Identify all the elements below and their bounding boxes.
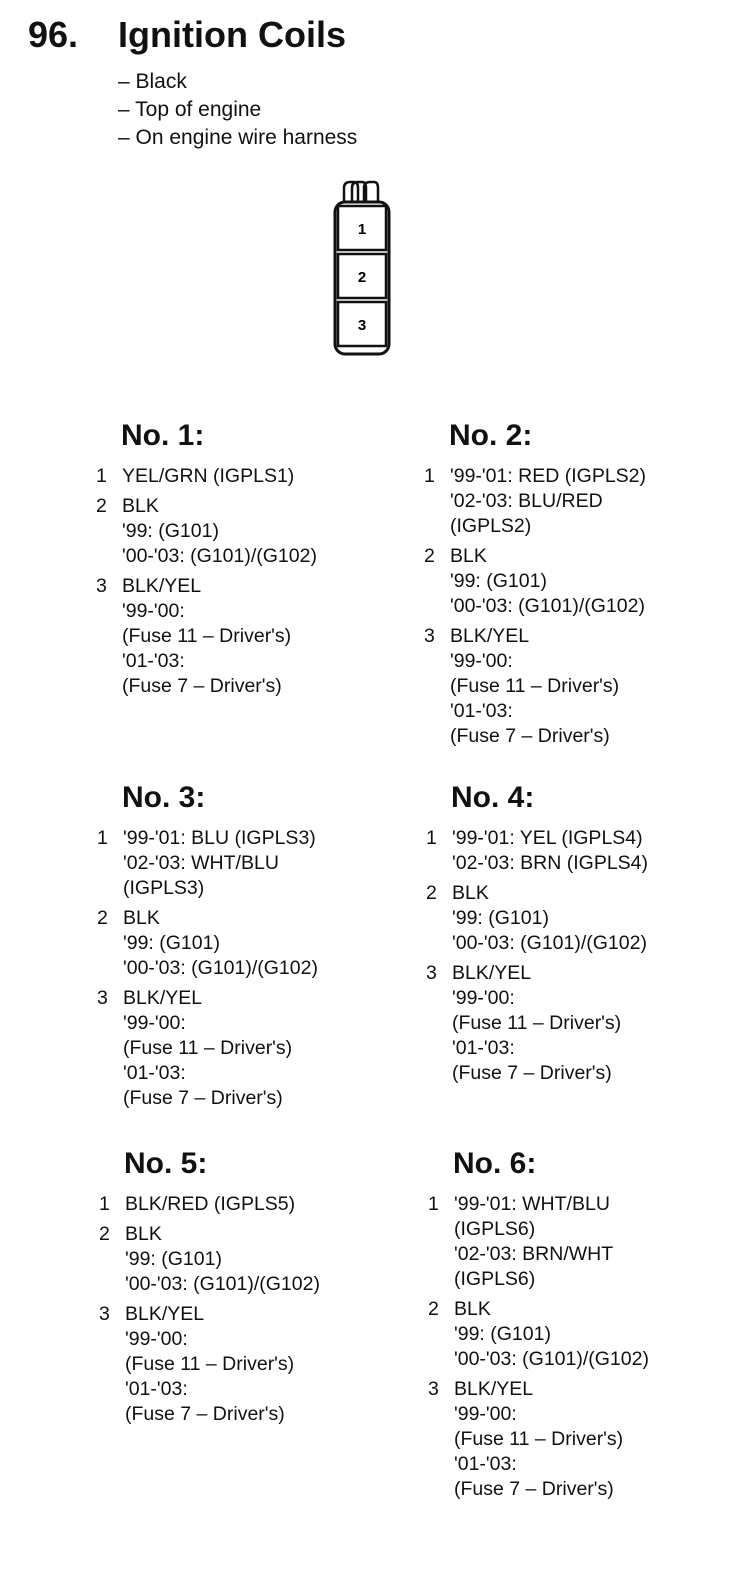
pin-number: 1: [96, 465, 107, 487]
wire-info-line: '99-'01: BLU (IGPLS3): [123, 827, 316, 849]
pin-details: [446, 464, 646, 539]
pin-entry: [424, 544, 724, 619]
section-title: Ignition Coils: [118, 14, 346, 55]
coil-title: No. 3:: [122, 781, 206, 814]
connector-pin-label: 3: [357, 317, 367, 334]
wire-info-line: BLK: [452, 882, 489, 904]
pin-details: [118, 574, 291, 699]
wire-info-line: '99-'01: WHT/BLU: [454, 1193, 610, 1215]
pin-number: 2: [96, 495, 107, 517]
pin-entry: [99, 1222, 399, 1297]
wire-info-line: BLK/YEL: [452, 962, 532, 984]
connector-pin-label: 2: [357, 269, 367, 286]
wire-info-line: '02-'03: BLU/RED: [450, 490, 603, 512]
pin-number: 2: [97, 907, 108, 929]
note-color: – Black: [118, 70, 187, 93]
wire-info-line: YEL/GRN (IGPLS1): [122, 465, 295, 487]
wire-info-line: '01-'03:: [450, 700, 513, 722]
pin-entry: [96, 464, 396, 489]
wire-info-line: BLK/YEL: [122, 575, 202, 597]
pin-entry: [99, 1192, 399, 1217]
pin-entry: [426, 826, 726, 876]
wire-info-line: (Fuse 7 – Driver's): [123, 1087, 283, 1109]
coil-title: No. 1:: [121, 419, 205, 452]
pin-number: 1: [99, 1193, 110, 1215]
pin-number: 2: [426, 882, 437, 904]
pin-entry: [424, 464, 724, 539]
wire-info-line: '00-'03: (G101)/(G102): [123, 957, 318, 979]
wire-info-line: (Fuse 11 – Driver's): [450, 675, 620, 697]
pin-number: 3: [424, 625, 435, 647]
pin-details: [450, 1377, 623, 1502]
wire-info-line: BLK: [123, 907, 160, 929]
pin-entry: [428, 1192, 728, 1292]
coil-title: No. 4:: [451, 781, 535, 814]
wire-info-line: '00-'03: (G101)/(G102): [450, 595, 645, 617]
pin-number: 2: [424, 545, 435, 567]
wire-info-line: (Fuse 7 – Driver's): [454, 1478, 614, 1500]
wire-info-line: '99-'00:: [125, 1328, 188, 1350]
pin-details: [448, 826, 648, 876]
pin-number: 3: [428, 1378, 439, 1400]
pin-entry: [99, 1302, 399, 1427]
pin-number: 1: [426, 827, 437, 849]
wire-info-line: (Fuse 7 – Driver's): [450, 725, 610, 747]
wire-info-line: (IGPLS6): [454, 1218, 536, 1240]
wire-info-line: (Fuse 11 – Driver's): [123, 1037, 293, 1059]
pin-number: 1: [424, 465, 435, 487]
pin-entry: [97, 826, 397, 901]
wire-info-line: '99-'00:: [122, 600, 185, 622]
coil-block: [424, 418, 724, 754]
wire-info-line: '01-'03:: [452, 1037, 515, 1059]
coil-block: [426, 780, 726, 1091]
pin-entry: [96, 574, 396, 699]
pin-details: [119, 986, 292, 1111]
wire-info-line: '01-'03:: [454, 1453, 517, 1475]
wire-info-line: '01-'03:: [122, 650, 185, 672]
wire-info-line: (Fuse 11 – Driver's): [122, 625, 292, 647]
wire-info-line: BLK/YEL: [450, 625, 530, 647]
connector-pin-label: 1: [357, 221, 367, 238]
wire-info-line: BLK: [454, 1298, 491, 1320]
pin-entry: [424, 624, 724, 749]
pin-number: 3: [426, 962, 437, 984]
wire-info-line: (Fuse 7 – Driver's): [125, 1403, 285, 1425]
connector-notes: [118, 68, 357, 152]
coil-block: [97, 780, 397, 1116]
section-number: 96.: [28, 14, 79, 55]
pin-number: 1: [97, 827, 108, 849]
wire-info-line: (Fuse 11 – Driver's): [452, 1012, 622, 1034]
pin-details: [448, 961, 621, 1086]
pin-details: [121, 1302, 294, 1427]
coil-title: No. 5:: [124, 1147, 208, 1180]
wire-info-line: '99-'00:: [452, 987, 515, 1009]
pin-number: 2: [99, 1223, 110, 1245]
coil-block: [99, 1146, 399, 1432]
wire-info-line: (IGPLS6): [454, 1268, 536, 1290]
wire-info-line: '99: (G101): [452, 907, 549, 929]
wire-info-line: (Fuse 7 – Driver's): [122, 675, 282, 697]
wire-info-line: '00-'03: (G101)/(G102): [122, 545, 317, 567]
coil-block: [96, 418, 396, 704]
pin-details: [118, 464, 294, 489]
pin-entry: [97, 906, 397, 981]
wire-info-line: '02-'03: BRN (IGPLS4): [452, 852, 649, 874]
pin-number: 3: [96, 575, 107, 597]
pin-number: 3: [97, 987, 108, 1009]
pin-number: 2: [428, 1298, 439, 1320]
coil-title: No. 6:: [453, 1147, 537, 1180]
wire-info-line: '99: (G101): [123, 932, 220, 954]
coil-block: [428, 1146, 728, 1507]
pin-details: [121, 1222, 320, 1297]
wire-info-line: '99-'01: YEL (IGPLS4): [452, 827, 643, 849]
pin-entry: [428, 1297, 728, 1372]
wire-info-line: '00-'03: (G101)/(G102): [452, 932, 647, 954]
pin-details: [121, 1192, 295, 1217]
pin-entry: [96, 494, 396, 569]
wire-info-line: BLK/RED (IGPLS5): [125, 1193, 296, 1215]
wire-info-line: BLK: [125, 1223, 162, 1245]
wire-info-line: '99: (G101): [125, 1248, 222, 1270]
pin-entry: [428, 1377, 728, 1502]
connector-diagram: [330, 180, 394, 360]
wire-info-line: '02-'03: WHT/BLU: [123, 852, 279, 874]
note-harness: – On engine wire harness: [118, 126, 358, 149]
pin-number: 3: [99, 1303, 110, 1325]
wire-info-line: '99-'01: RED (IGPLS2): [450, 465, 647, 487]
pin-entry: [426, 961, 726, 1086]
pin-details: [119, 826, 316, 901]
wire-info-line: BLK/YEL: [123, 987, 203, 1009]
wire-info-line: '01-'03:: [125, 1378, 188, 1400]
pin-details: [446, 624, 619, 749]
wire-info-line: (IGPLS3): [123, 877, 205, 899]
wire-info-line: '99-'00:: [123, 1012, 186, 1034]
wire-info-line: '99: (G101): [454, 1323, 551, 1345]
pin-number: 1: [428, 1193, 439, 1215]
wire-info-line: BLK/YEL: [454, 1378, 534, 1400]
pin-details: [450, 1192, 613, 1292]
wire-info-line: '99-'00:: [454, 1403, 517, 1425]
wire-info-line: BLK/YEL: [125, 1303, 205, 1325]
wire-info-line: BLK: [450, 545, 487, 567]
wire-info-line: '99-'00:: [450, 650, 513, 672]
wire-info-line: (IGPLS2): [450, 515, 532, 537]
wire-info-line: BLK: [122, 495, 159, 517]
wire-info-line: (Fuse 7 – Driver's): [452, 1062, 612, 1084]
pin-details: [119, 906, 318, 981]
pin-details: [448, 881, 647, 956]
wire-info-line: '01-'03:: [123, 1062, 186, 1084]
wire-info-line: '99: (G101): [450, 570, 547, 592]
wire-info-line: '00-'03: (G101)/(G102): [125, 1273, 320, 1295]
wire-info-line: '00-'03: (G101)/(G102): [454, 1348, 649, 1370]
wire-info-line: (Fuse 11 – Driver's): [454, 1428, 624, 1450]
coil-title: No. 2:: [449, 419, 533, 452]
wire-info-line: (Fuse 11 – Driver's): [125, 1353, 295, 1375]
pin-details: [446, 544, 645, 619]
pin-details: [118, 494, 317, 569]
pin-entry: [426, 881, 726, 956]
wire-info-line: '02-'03: BRN/WHT: [454, 1243, 614, 1265]
wire-info-line: '99: (G101): [122, 520, 219, 542]
pin-details: [450, 1297, 649, 1372]
note-location: – Top of engine: [118, 98, 262, 121]
pin-entry: [97, 986, 397, 1111]
